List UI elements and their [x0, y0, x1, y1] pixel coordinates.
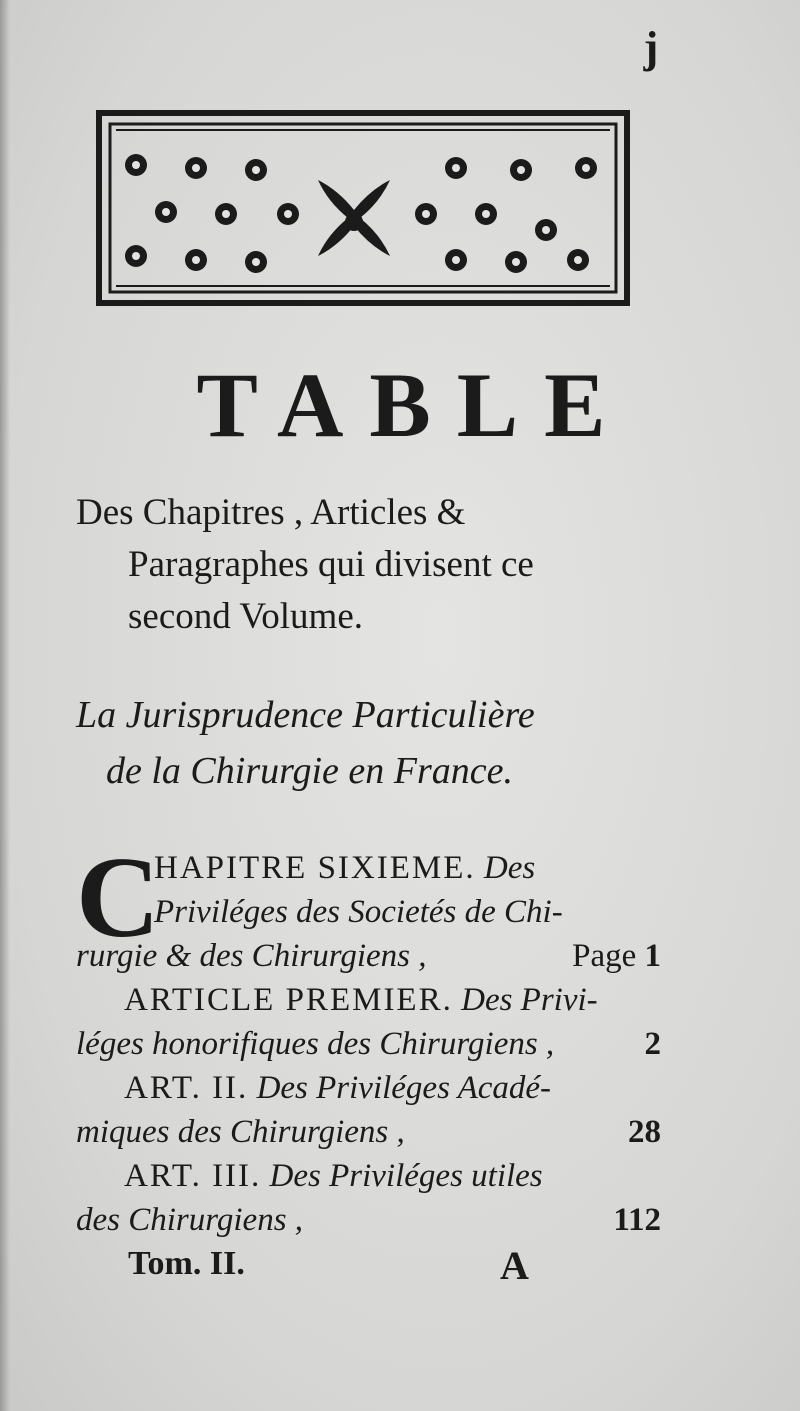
folio-number: j: [643, 23, 659, 72]
page-title: TABLE: [196, 354, 632, 456]
entry-1-page-number: 2: [644, 1026, 661, 1062]
page-label: Page: [572, 938, 637, 974]
toc-entry-1-line-2: [76, 1022, 661, 1066]
title-subtitle: [76, 487, 661, 643]
gathering-signature-mark: A: [500, 1243, 529, 1288]
chapter-line-2: [76, 890, 661, 934]
section-heading: [76, 687, 661, 799]
entry-3-title-part-2: des Chirurgiens ,: [76, 1202, 304, 1238]
heading-line-1: La Jurisprudence Particulière: [76, 694, 535, 736]
chapter-title-part-3: rurgie & des Chirurgiens ,: [76, 938, 427, 974]
page-gutter-shadow: [0, 0, 10, 1411]
entry-2-title-part-1: Des Priviléges Acadé-: [256, 1070, 552, 1106]
entry-2-title-part-2: miques des Chirurgiens ,: [76, 1114, 405, 1150]
toc-entry-3-line-1: [76, 1154, 661, 1198]
toc-entry-2-line-2: [76, 1110, 661, 1154]
chapter-title-part-2: Priviléges des Societés de Chi-: [154, 894, 563, 930]
entry-2-page-number: 28: [628, 1114, 661, 1150]
volume-signature: Tom. II.: [128, 1245, 245, 1282]
toc-entry-1-line-1: [76, 978, 661, 1022]
entry-1-title-part-1: Des Privi-: [461, 982, 598, 1018]
chapter-page-number: 1: [644, 938, 661, 974]
table-of-contents: [76, 846, 661, 1242]
entry-1-label: ARTICLE PREMIER.: [124, 982, 453, 1018]
toc-entry-2-line-1: [76, 1066, 661, 1110]
ornament-headpiece: [96, 110, 630, 306]
chapter-line-3: [76, 934, 661, 978]
entry-3-title-part-1: Des Priviléges utiles: [269, 1158, 543, 1194]
chapter-line-1: [76, 846, 661, 890]
entry-2-label: ART. II.: [124, 1070, 249, 1106]
entry-1-title-part-2: léges honorifiques des Chirurgiens ,: [76, 1026, 555, 1062]
subtitle-line-3: second Volume.: [128, 596, 364, 637]
entry-3-page-number: 112: [613, 1202, 661, 1238]
entry-3-label: ART. III.: [124, 1158, 262, 1194]
heading-line-2: de la Chirurgie en France.: [106, 750, 514, 792]
chapter-title-part-1: Des: [483, 850, 536, 886]
subtitle-line-2: Paragraphes qui divisent ce: [128, 544, 534, 585]
drop-capital: C: [76, 834, 160, 962]
chapter-label: HAPITRE SIXIEME.: [154, 850, 476, 886]
toc-entry-3-line-2: [76, 1198, 661, 1242]
subtitle-line-1: Des Chapitres , Articles &: [76, 492, 466, 533]
